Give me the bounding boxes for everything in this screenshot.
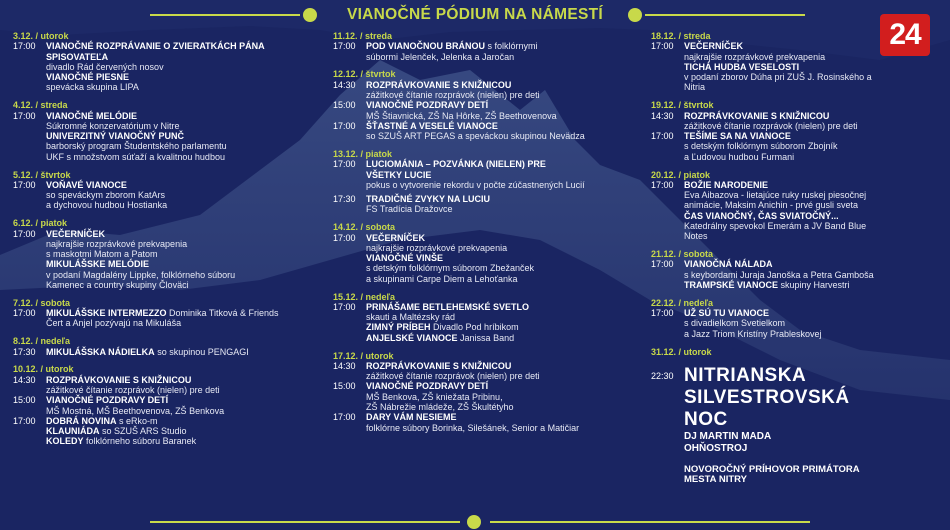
event: [333, 361, 633, 382]
event-time: 17:00: [13, 110, 36, 121]
event: [651, 280, 881, 290]
event: [13, 259, 318, 290]
day-21-12: [651, 249, 881, 290]
day-date: 3.12. / utorok: [13, 31, 69, 41]
event-detail: UKF s množstvom súťaží a kvalitnou hudbou: [46, 151, 225, 162]
event: [651, 259, 881, 280]
event-time: 17:00: [651, 308, 674, 319]
footer-line-left: [150, 521, 460, 523]
header-line-right: [645, 14, 805, 16]
day-date: 6.12. / piatok: [13, 218, 68, 229]
new-year-fireworks: OHŇOSTROJ: [684, 442, 748, 454]
event-time: 17:00: [333, 159, 356, 170]
event: [13, 229, 318, 260]
event-title: VOŇAVÉ VIANOCE: [46, 179, 127, 190]
event-detail: s divadielkom Svetielkom: [684, 318, 786, 329]
event-title: ROZPRÁVKOVANIE S KNIŽNICOU: [684, 110, 830, 121]
event-time: 22:30: [651, 370, 674, 381]
event: [333, 121, 633, 142]
event-detail: Eva Aibazova - lietajúce ruky ruskej piesočnej: [684, 190, 867, 201]
event-title: ROZPRÁVKOVANIE S KNIŽNICOU: [366, 79, 512, 90]
event-time: 17:00: [333, 41, 356, 52]
event: [333, 253, 633, 284]
day-date: 4.12. / streda: [13, 100, 68, 111]
event-time: 17:00: [333, 232, 356, 243]
day-8-12: [13, 336, 318, 357]
event-title: UŽ SÚ TU VIANOCE: [684, 308, 770, 319]
event-detail: Katedrálny spevokol Emerám a JV Band Blue Notes: [684, 221, 867, 242]
event-detail: Súkromné konzervatórium v Nitre: [46, 120, 180, 131]
event-title: LUCIOMÁNIA – POZVÁNKA (NIELEN) PRE VŠETKY LUCIE: [366, 159, 546, 180]
event-performer: Divadlo Pod hríbikom: [433, 322, 519, 333]
day-date: 18.12. / streda: [651, 31, 711, 41]
event: [651, 131, 881, 162]
event-title: MIKULÁŠSKE MELÓDIE: [46, 259, 150, 270]
event-title: BOŽIE NARODENIE: [684, 179, 769, 190]
event: [13, 72, 318, 93]
event-time: 17:00: [13, 179, 36, 190]
event: [13, 436, 318, 446]
day-date: 21.12. / sobota: [651, 249, 714, 260]
tv24-logo: 24: [880, 14, 930, 56]
event-detail: s detským folklórnym súborom Zbojník: [684, 141, 838, 152]
event-detail: Kamenec a country skupiny Človäci: [46, 280, 189, 291]
event-time: 14:30: [13, 374, 36, 385]
event-performer: s eRko-m: [119, 415, 158, 426]
event-detail: barborský program Študentského parlamentu: [46, 141, 227, 152]
day-22-12: [651, 298, 881, 339]
event-title: KLAUNIÁDA: [46, 426, 100, 437]
event-detail: najkrajšie rozprávkové prekvapenia: [684, 51, 826, 62]
day-date: 20.12. / piatok: [651, 169, 711, 180]
event-time: 17:00: [651, 41, 674, 52]
event-time: 14:30: [651, 110, 674, 121]
event-title: VIANOČNÁ NÁLADA: [684, 259, 773, 270]
new-year-speech: NOVOROČNÝ PRÍHOVOR PRIMÁTORA MESTA NITRY: [684, 463, 860, 486]
header: [0, 0, 950, 30]
event-time: 17:00: [333, 120, 356, 131]
event-detail: s maskotmi Matom a Patom: [46, 249, 158, 260]
schedule-column-2: [333, 31, 633, 440]
event-detail: v podaní Magdalény Lippke, folklórneho súboru: [46, 269, 236, 280]
event: [333, 333, 633, 343]
event-detail: animácie, Maksim Anichin - prvé gusli sveta: [684, 200, 859, 211]
ornament-icon: [628, 8, 642, 22]
event-detail: zážitkové čítanie rozprávok (nielen) pre deti: [366, 371, 540, 382]
event: [333, 302, 633, 323]
event-detail: s detským folklórnym súborom Zbežanček: [366, 263, 535, 274]
event-time: 14:30: [333, 360, 356, 371]
event: [13, 41, 318, 72]
event: [13, 375, 318, 396]
event-time: 15:00: [333, 100, 356, 111]
event-title: ANJELSKÉ VIANOCE: [366, 332, 458, 343]
day-date: 14.12. / sobota: [333, 222, 396, 233]
schedule-column-1: [13, 31, 318, 454]
event-detail: pokus o vytvorenie rekordu v počte zúčastnených Lucií: [366, 179, 585, 190]
event-detail: divadlo Rád červených nosov: [46, 61, 164, 72]
event-title: ČAS VIANOČNÝ, ČAS SVIATOČNÝ...: [684, 210, 839, 221]
day-date: 17.12. / utorok: [333, 350, 394, 361]
day-date: 5.12. / štvrtok: [13, 169, 71, 180]
event-performer: so SZUŠ ARS Studio: [102, 426, 187, 437]
event-title: VIANOČNÉ POZDRAVY DETÍ: [366, 381, 489, 392]
event-title: TICHÁ HUDBA VESELOSTI: [684, 61, 800, 72]
event-performer: skupiny Harvestri: [780, 280, 850, 291]
event-detail: ZŠ Nábrežie mládeže, ZŠ Škultétyho: [366, 402, 514, 412]
event: [333, 233, 633, 254]
event-time: 15:00: [333, 381, 356, 392]
event-title: TRAMPSKÉ VIANOCE: [684, 280, 779, 291]
event-detail: spevácka skupina LIPA: [46, 82, 139, 93]
event-title: VIANOČNÉ MELÓDIE: [46, 110, 138, 121]
event-detail: so speváckym zborom KatArs: [46, 190, 166, 201]
event-title: ROZPRÁVKOVANIE S KNIŽNICOU: [366, 360, 512, 371]
event: [333, 80, 633, 101]
event-title: POD VIANOČNOU BRÁNOU: [366, 41, 486, 52]
event-detail: zážitkové čítanie rozprávok (nielen) pre deti: [46, 384, 220, 395]
event: [651, 62, 881, 93]
event: [651, 211, 881, 242]
day-date: 15.12. / nedeľa: [333, 291, 396, 302]
event: [333, 412, 633, 433]
event-time: 17:00: [13, 415, 36, 426]
new-year-title-2: SILVESTROVSKÁ NOC: [684, 386, 850, 430]
event-time: 17:30: [333, 194, 356, 205]
event-performer: Dominika Titková & Friends: [169, 308, 279, 319]
event: [13, 308, 318, 329]
ornament-icon: [467, 515, 481, 529]
event-title: ROZPRÁVKOVANIE S KNIŽNICOU: [46, 374, 192, 385]
event-title: VIANOČNÉ ROZPRÁVANIE O ZVIERATKÁCH PÁNA SPISOVATEĽA: [46, 41, 265, 62]
day-date: 13.12. / piatok: [333, 148, 393, 159]
event-time: 14:30: [333, 79, 356, 90]
event-title: DOBRÁ NOVINA: [46, 415, 117, 426]
event: [333, 159, 633, 190]
event-time: 17:00: [333, 301, 356, 312]
event-new-year: [651, 365, 881, 455]
event-time: 17:00: [333, 412, 356, 423]
event-title: MIKULÁŠSKA NÁDIELKA: [46, 346, 155, 357]
event: [13, 416, 318, 426]
event-detail: a skupinami Carpe Diem a Lehoťanka: [366, 273, 518, 284]
day-date: 8.12. / nedeľa: [13, 336, 70, 347]
event-detail: s keybordami Juraja Janoška a Petra Gamboša: [684, 269, 874, 280]
day-date: 12.12. / štvrtok: [333, 69, 396, 80]
event-title: ZIMNÝ PRÍBEH: [366, 322, 431, 333]
event-detail: Čert a Anjel pozývajú na Mikuláša: [46, 318, 182, 329]
event-detail: a Jazz Triom Kristíny Prableskovej: [684, 328, 822, 339]
day-5-12: [13, 170, 318, 211]
event: [13, 426, 318, 436]
event: [333, 194, 633, 215]
event-detail: súbormi Jelenček, Jelenka a Jaročan: [366, 51, 515, 62]
page-title: VIANOČNÉ PÓDIUM NA NÁMESTÍ: [346, 6, 604, 23]
day-17-12: [333, 351, 633, 433]
event-time: 17:00: [13, 308, 36, 319]
event-detail: zážitkové čítanie rozprávok (nielen) pre deti: [366, 89, 540, 100]
event-time: 17:00: [13, 41, 36, 52]
event-detail: a Ľudovou hudbou Furmani: [684, 151, 795, 162]
day-date: 10.12. / utorok: [13, 364, 74, 375]
event: [13, 111, 318, 132]
event-title: TRADIČNÉ ZVYKY NA LUCIU: [366, 194, 491, 205]
day-18-12: [651, 31, 881, 93]
day-13-12: [333, 149, 633, 215]
event-detail: so SZUŠ ART PEGAS a speváckou skupinou Nevädza: [366, 131, 585, 142]
event-time: 17:00: [13, 228, 36, 239]
day-12-12: [333, 69, 633, 141]
event: [651, 308, 881, 339]
event: [651, 41, 881, 62]
event-title: VEČERNÍČEK: [366, 232, 426, 243]
day-4-12: [13, 100, 318, 162]
event-detail: najkrajšie rozprávkové prekvapenia: [46, 238, 188, 249]
event-title: VEČERNÍČEK: [46, 228, 106, 239]
event-time: 15:00: [13, 395, 36, 406]
day-date: 7.12. / sobota: [13, 297, 71, 308]
event-time: 17:00: [651, 259, 674, 270]
event-title: VIANOČNÉ POZDRAVY DETÍ: [366, 100, 489, 111]
event-title: VIANOČNÉ VINŠE: [366, 253, 444, 264]
event-performer: so skupinou PENGAGI: [157, 346, 249, 357]
event-time: 17:00: [651, 179, 674, 190]
event: [333, 100, 633, 121]
event-title: PRINÁŠAME BETLEHEMSKÉ SVETLO: [366, 301, 530, 312]
day-7-12: [13, 298, 318, 329]
event-detail: FS Tradícia Dražovce: [366, 204, 453, 215]
event-detail: najkrajšie rozprávkové prekvapenia: [366, 242, 508, 253]
event: [333, 322, 633, 332]
event-title: DARY VÁM NESIEME: [366, 412, 457, 423]
event-title: ŠŤASTNÉ A VESELÉ VIANOCE: [366, 120, 498, 131]
day-15-12: [333, 292, 633, 343]
day-date: 19.12. / štvrtok: [651, 100, 714, 111]
day-10-12: [13, 364, 318, 446]
day-19-12: [651, 100, 881, 162]
event-detail: v podaní zborov Dúha pri ZUŠ J. Rosinského a Nitria: [684, 72, 872, 93]
event-detail: a dychovou hudbou Hostianka: [46, 200, 168, 211]
event-detail: folklórne súbory Borinka, Silešánek, Senior a Matičiar: [366, 422, 580, 433]
event-detail: MŠ Štiavnická, ZŠ Na Hôrke, ZŠ Beethovenova: [366, 110, 557, 121]
event-title: TEŠÍME SA NA VIANOCE: [684, 131, 791, 142]
event-detail: skauti a Maltézsky rád: [366, 312, 456, 323]
event: [333, 41, 633, 62]
day-date: 11.12. / streda: [333, 31, 393, 41]
event: [333, 381, 633, 412]
event-title: UNIVERZITNÝ VIANOČNÝ PUNČ: [46, 131, 185, 142]
event-title: MIKULÁŠSKE INTERMEZZO: [46, 308, 167, 319]
event-title: VIANOČNÉ POZDRAVY DETÍ: [46, 395, 169, 406]
event: [13, 180, 318, 211]
event-detail: MŠ Mostná, MŠ Beethovenova, ZŠ Benkova: [46, 405, 225, 416]
day-14-12: [333, 222, 633, 284]
event-title: VEČERNÍČEK: [684, 41, 744, 52]
event-performer: folklórneho súboru Baranek: [86, 436, 197, 447]
day-20-12: [651, 170, 881, 242]
day-31-12: [651, 347, 881, 486]
schedule-column-3: [651, 31, 881, 493]
event-detail: MŠ Benkova, ZŠ kniežata Pribinu,: [366, 391, 503, 402]
event: [651, 111, 881, 132]
event-title: KOLEDY: [46, 436, 84, 447]
event: [13, 131, 318, 162]
day-3-12: [13, 31, 318, 93]
event: [13, 347, 318, 357]
event-performer: s folklórnymi: [487, 41, 538, 52]
event-time: 17:30: [13, 346, 36, 357]
event-detail: zážitkové čítanie rozprávok (nielen) pre deti: [684, 120, 858, 131]
day-date: 31.12. / utorok: [651, 346, 712, 357]
day-date: 22.12. / nedeľa: [651, 297, 714, 308]
event: [13, 395, 318, 416]
new-year-dj: DJ MARTIN MADA: [684, 430, 772, 442]
event-performer: Janissa Band: [460, 332, 515, 343]
footer-line-right: [490, 521, 810, 523]
day-11-12: [333, 31, 633, 62]
event-time: 17:00: [651, 131, 674, 142]
event-title: VIANOČNÉ PIESNE: [46, 72, 130, 83]
event: [651, 180, 881, 211]
new-year-title-1: NITRIANSKA: [684, 364, 807, 386]
day-6-12: [13, 218, 318, 290]
